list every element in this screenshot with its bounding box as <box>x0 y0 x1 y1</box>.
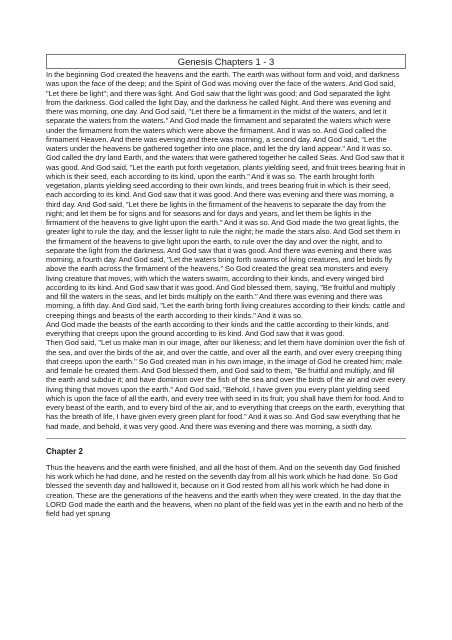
chapter1-paragraph-1: In the beginning God created the heavens and the earth. The earth was without form and void, and darkness was upon the face of the deep; and the Spirit of God was moving over the face of the waters. And God said, "Let there be light"; and there was light. And God saw that the light was good; and God separated the light from the darkness. God called the light Day, and the darkness he called Night. And there was evening and there was morning, one day. And God said, "Let there be a firmament in the midst of the waters, and let it separate the waters from the waters." And God made the firmament and separated the waters which were under the firmament from the waters which were above the firmament. And it was so. And God called the firmament Heaven. And there was evening and there was morning, a second day. And God said, "Let the waters under the heavens be gathered together into one place, and let the dry land appear." And it was so. God called the dry land Earth, and the waters that were gathered together he called Seas. And God saw that it was good. And God said, "Let the earth put forth vegetation, plants yielding seed, and fruit trees bearing fruit in which is their seed, each according to its kind, upon the earth." And it was so. The earth brought forth vegetation, plants yielding seed according to their own kinds, and trees bearing fruit in which is their seed, each according to its kind. And God saw that it was good. And there was evening and there was morning, a third day. And God said, "Let there be lights in the firmament of the heavens to separate the day from the night; and let them be for signs and for seasons and for days and years, and let them be lights in the firmament of the heavens to give light upon the earth." And it was so. And God made the two great lights, the greater light to rule the day, and the lesser light to rule the night; he made the stars also. And God set them in the firmament of the heavens to give light upon the earth, to rule over the day and over the night, and to separate the light from the darkness. And God saw that it was good. And there was evening and there was morning, a fourth day. And God said, "Let the waters bring forth swarms of living creatures, and let birds fly above the earth across the firmament of the heavens." So God created the great sea monsters and every living creature that moves, with which the waters swarm, according to their kinds, and every winged bird according to its kind. And God saw that it was good. And God blessed them, saying, "Be fruitful and multiply and fill the waters in the seas, and let birds multiply on the earth." And there was evening and there was morning, a fifth day. And God said, "Let the earth bring forth living creatures according to their kinds: cattle and creeping things and beasts of the earth according to their kinds." And it was so. <box>46 70 406 320</box>
chapter-divider <box>46 438 406 439</box>
page-title: Genesis Chapters 1 - 3 <box>46 54 406 69</box>
chapter1-paragraph-2: And God made the beasts of the earth according to their kinds and the cattle according to their kinds, and everything that creeps upon the ground according to its kind. And God saw that it was good. <box>46 319 389 338</box>
chapter2-heading: Chapter 2 <box>46 446 83 456</box>
chapter1-paragraph-3: Then God said, "Let us make man in our image, after our likeness; and let them have dominion over the fish of the sea, and over the birds of the air, and over the cattle, and over all the earth, and over every creeping thing that creeps upon the earth." So God created man in his own image, in the image of God he created him; male and female he created them. And God blessed them, and God said to them, "Be fruitful and multiply, and fill the earth and subdue it; and have dominion over the fish of the sea and over the birds of the air and over every living thing that moves upon the earth." And God said, "Behold, I have given you every plant yielding seed which is upon the face of all the earth, and every tree with seed in its fruit; you shall have them for food. And to every beast of the earth, and to every bird of the air, and to everything that creeps on the earth, everything that has the breath of life, I have given every green plant for food." And it was so. And God saw everything that he had made, and behold, it was very good. And there was evening and there was morning, a sixth day. <box>46 338 406 431</box>
chapter2-paragraph-1: Thus the heavens and the earth were finished, and all the host of them. And on the seventh day God finished his work which he had done, and he rested on the seventh day from all his work which he had done. So God blessed the seventh day and hallowed it, because on it God rested from all his work which he had done in creation. These are the generations of the heavens and the earth when they were created. In the day that the LORD God made the earth and the heavens, when no plant of the field was yet in the earth and no herb of the field had yet sprung <box>46 462 404 518</box>
